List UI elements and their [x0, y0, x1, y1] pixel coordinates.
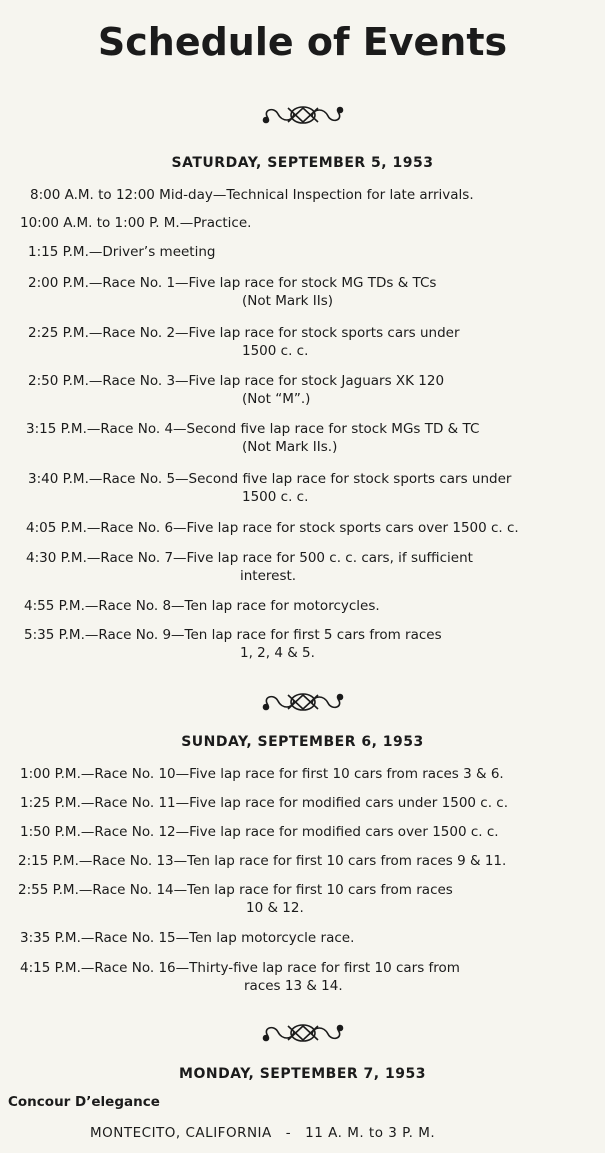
event-time: 10:00 A.M. to 1:00 P. M.— [20, 215, 194, 231]
separator: - [285, 1125, 292, 1141]
monday-location-line [90, 1125, 435, 1141]
event-desc: Ten lap race for first 10 cars from races 9 & 11. [187, 853, 507, 869]
event-time: 3:40 P.M.—Race No. 5— [28, 471, 189, 487]
event-desc-continued: (Not “M”.) [242, 391, 311, 407]
event-row-sun-5 [18, 882, 453, 899]
event-time: 1:50 P.M.—Race No. 12— [20, 824, 190, 840]
event-row-sun-1 [20, 766, 504, 783]
event-time: 4:15 P.M.—Race No. 16— [20, 960, 190, 976]
event-desc: Second five lap race for stock MGs TD & TC [186, 421, 480, 437]
event-time: 2:15 P.M.—Race No. 13— [18, 853, 188, 869]
event-row-sun-7 [20, 960, 460, 977]
event-time: 2:50 P.M.—Race No. 3— [28, 373, 189, 389]
event-desc: Five lap race for first 10 cars from races 3 & 6. [189, 766, 504, 782]
event-time: 2:25 P.M.—Race No. 2— [28, 325, 189, 341]
event-time: 8:00 A.M. to 12:00 Mid-day— [30, 187, 227, 203]
concour-title: Concour D’elegance [8, 1094, 160, 1110]
event-desc: Ten lap race for motorcycles. [184, 598, 380, 614]
ornament-divider-bottom [0, 1018, 605, 1048]
event-desc: Practice. [193, 215, 252, 231]
event-row-sat-6 [28, 373, 444, 390]
event-row-sat-7 [26, 421, 479, 438]
event-row-sat-9 [26, 520, 519, 537]
monday-heading: MONDAY, SEPTEMBER 7, 1953 [179, 1066, 426, 1082]
event-time: 4:30 P.M.—Race No. 7— [26, 550, 187, 566]
event-time: 4:05 P.M.—Race No. 6— [26, 520, 187, 536]
event-time: 4:55 P.M.—Race No. 8— [24, 598, 185, 614]
event-time: 2:00 P.M.—Race No. 1— [28, 275, 189, 291]
sunday-heading: SUNDAY, SEPTEMBER 6, 1953 [181, 734, 424, 750]
event-desc: Ten lap race for first 10 cars from races [187, 882, 453, 898]
event-row-sat-5 [28, 325, 460, 342]
hours: 11 A. M. to 3 P. M. [305, 1125, 436, 1141]
event-time: 1:00 P.M.—Race No. 10— [20, 766, 190, 782]
event-row-sat-10 [26, 550, 473, 567]
event-row-sat-4 [28, 275, 436, 292]
event-time: 3:35 P.M.—Race No. 15— [20, 930, 190, 946]
event-desc: Driver’s meeting [102, 244, 216, 260]
event-row-sat-2 [20, 215, 251, 232]
saturday-heading: SATURDAY, SEPTEMBER 5, 1953 [171, 155, 434, 171]
event-row-sat-12 [24, 627, 442, 644]
event-desc: Five lap race for stock Jaguars XK 120 [188, 373, 445, 389]
event-desc-continued: races 13 & 14. [244, 978, 343, 994]
event-row-sun-4 [18, 853, 506, 870]
event-desc: Thirty-five lap race for first 10 cars from [189, 960, 460, 976]
event-desc: Five lap race for 500 c. c. cars, if sufficient [186, 550, 473, 566]
event-desc: Ten lap motorcycle race. [189, 930, 355, 946]
event-desc: Second five lap race for stock sports cars under [188, 471, 512, 487]
event-desc: Technical Inspection for late arrivals. [226, 187, 474, 203]
event-desc: Five lap race for stock sports cars under [188, 325, 460, 341]
event-time: 3:15 P.M.—Race No. 4— [26, 421, 187, 437]
event-desc: Five lap race for modified cars over 1500 c. c. [189, 824, 499, 840]
event-time: 1:25 P.M.—Race No. 11— [20, 795, 190, 811]
event-time: 5:35 P.M.—Race No. 9— [24, 627, 185, 643]
event-desc-continued: 1, 2, 4 & 5. [240, 645, 315, 661]
event-time: 2:55 P.M.—Race No. 14— [18, 882, 188, 898]
event-desc-continued: interest. [240, 568, 297, 584]
event-row-sun-3 [20, 824, 499, 841]
event-row-sat-8 [28, 471, 511, 488]
event-row-sat-11 [24, 598, 380, 615]
event-desc: Five lap race for stock MG TDs & TCs [188, 275, 437, 291]
event-row-sat-1 [30, 187, 474, 204]
event-row-sat-3 [28, 244, 215, 261]
ornament-divider-top [0, 100, 605, 130]
page-title: Schedule of Events [97, 20, 508, 64]
event-desc-continued: (Not Mark IIs.) [242, 439, 338, 455]
location: MONTECITO, CALIFORNIA [90, 1125, 272, 1141]
event-desc-continued: (Not Mark IIs) [242, 293, 334, 309]
event-desc-continued: 1500 c. c. [242, 489, 309, 505]
event-row-sun-6 [20, 930, 354, 947]
ornament-divider-middle [0, 687, 605, 717]
event-desc-continued: 1500 c. c. [242, 343, 309, 359]
event-desc-continued: 10 & 12. [246, 900, 304, 916]
event-row-sun-2 [20, 795, 508, 812]
event-time: 1:15 P.M.— [28, 244, 103, 260]
event-desc: Five lap race for stock sports cars over 1500 c. c. [186, 520, 519, 536]
event-desc: Ten lap race for first 5 cars from races [184, 627, 442, 643]
event-desc: Five lap race for modified cars under 1500 c. c. [189, 795, 509, 811]
